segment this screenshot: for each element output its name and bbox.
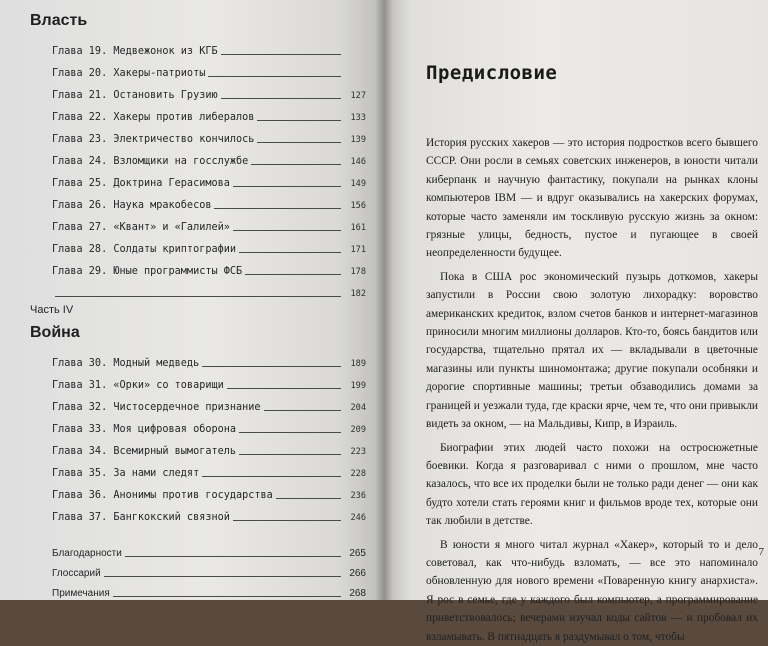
toc-leader-line bbox=[239, 432, 341, 433]
toc-row bbox=[52, 35, 366, 57]
toc-leader-line bbox=[264, 410, 341, 411]
toc-row bbox=[52, 369, 366, 391]
toc-leader-line bbox=[245, 274, 341, 275]
toc-row bbox=[52, 79, 366, 101]
toc-row bbox=[52, 57, 366, 79]
toc-row bbox=[52, 579, 366, 599]
toc-page-number: 156 bbox=[350, 201, 366, 211]
toc-leader-line bbox=[221, 98, 341, 99]
toc-page-number: 223 bbox=[350, 447, 366, 457]
toc-row bbox=[52, 145, 366, 167]
toc-chapter-label: Глава 26. Наука мракобесов bbox=[52, 200, 212, 211]
toc-leader-line bbox=[239, 252, 341, 253]
toc-leader-line bbox=[227, 388, 341, 389]
preface-title: Предисловие bbox=[426, 62, 558, 84]
toc-leader-line bbox=[202, 476, 341, 477]
toc-chapter-label: Глава 22. Хакеры против либералов bbox=[52, 112, 255, 123]
section-title-war: Война bbox=[30, 324, 80, 341]
section-title-power: Власть bbox=[30, 12, 88, 29]
toc-page-number: 127 bbox=[350, 91, 366, 101]
toc-page-number: 133 bbox=[350, 113, 366, 123]
preface-paragraph: Биографии этих людей часто похожи на остросюжетные боевики. Когда я разговаривал с ними о прошлом, мне часто казалось, что все их проделки были не только ради денег — они как будто хотели стать героями книг и фильмов вроде тех, которые они так любили в детстве. bbox=[426, 441, 758, 528]
toc-list-war bbox=[30, 347, 370, 523]
page-number: 7 bbox=[758, 546, 764, 558]
toc-row bbox=[52, 539, 366, 559]
toc-chapter-label: Глава 23. Электричество кончилось bbox=[52, 134, 255, 145]
toc-row bbox=[52, 413, 366, 435]
left-page-contents bbox=[0, 0, 384, 600]
toc-row bbox=[52, 391, 366, 413]
toc-chapter-label: Глава 25. Доктрина Герасимова bbox=[52, 178, 230, 189]
toc-leader-line bbox=[113, 596, 341, 597]
toc-chapter-label: Глава 35. За нами следят bbox=[52, 468, 200, 479]
toc-leader-line bbox=[251, 164, 341, 165]
toc-page-number: 161 bbox=[350, 223, 366, 233]
toc-chapter-label: Глава 28. Солдаты криптографии bbox=[52, 244, 237, 255]
toc-row bbox=[52, 233, 366, 255]
toc-page-number: 265 bbox=[349, 548, 366, 559]
toc-extra-label: Примечания bbox=[52, 588, 110, 599]
toc-row bbox=[52, 501, 366, 523]
toc-leader-line bbox=[233, 186, 341, 187]
toc-row bbox=[52, 435, 366, 457]
toc-chapter-label: Глава 31. «Орки» со товарищи bbox=[52, 380, 224, 391]
toc-row bbox=[52, 101, 366, 123]
toc-list-power bbox=[30, 35, 370, 299]
toc-chapter-label: Глава 33. Моя цифровая оборона bbox=[52, 424, 237, 435]
preface-paragraph: История русских хакеров — это история подростков всего бывшего СССР. Они росли в семьях советских инженеров, в юности читали киберпанк и научную фантастику, покупали на рынках клоны компьютеров IBM — и вдруг оказывались на хакерских форумах, которые часто заменяли им тоскливую русскую жизнь за окном: грязные улицы, бедность, пустое и пугающее в своей неопределенности будущее. bbox=[426, 137, 758, 260]
toc-page-number: 171 bbox=[350, 245, 366, 255]
toc-row bbox=[52, 123, 366, 145]
toc-page-number: 266 bbox=[349, 568, 366, 579]
toc-leader-line bbox=[104, 576, 341, 577]
toc-leader-line bbox=[257, 120, 341, 121]
toc-page-number: 149 bbox=[350, 179, 366, 189]
toc-page-number: 146 bbox=[350, 157, 366, 167]
toc-page-number: 139 bbox=[350, 135, 366, 145]
toc-leader-line bbox=[257, 142, 341, 143]
toc-row bbox=[52, 347, 366, 369]
toc-row bbox=[52, 167, 366, 189]
toc-leader-line bbox=[221, 54, 341, 55]
toc-leader-line bbox=[55, 296, 341, 297]
toc-chapter-label: Глава 34. Всемирный вымогатель bbox=[52, 446, 237, 457]
toc-leader-line bbox=[214, 208, 341, 209]
preface-paragraph: В юности я много читал журнал «Хакер», который то и дело советовал, как что-нибудь взломать, — все это напоминало обновленную для нового времени «Поваренную книгу анархиста». Я рос в семье, где у каждого был компьютер, а программирование приветствовалось; вечерами изучал коды сайтов — и пробовал их взламывать. В пятнадцать я раздумывал о том, чтобы bbox=[426, 538, 758, 643]
toc-row bbox=[52, 559, 366, 579]
toc-row bbox=[52, 457, 366, 479]
toc-row bbox=[52, 255, 366, 277]
toc-extra-label: Благодарности bbox=[52, 548, 122, 559]
toc-page-number: 189 bbox=[350, 359, 366, 369]
toc-chapter-label: Глава 36. Анонимы против государства bbox=[52, 490, 273, 501]
toc-row bbox=[52, 189, 366, 211]
toc-chapter-label: Глава 21. Остановить Грузию bbox=[52, 90, 218, 101]
toc-row-trailing bbox=[52, 277, 366, 299]
toc-leader-line bbox=[276, 498, 341, 499]
toc-page-number: 246 bbox=[350, 513, 366, 523]
preface-body bbox=[426, 134, 758, 646]
toc-page-number: 178 bbox=[350, 267, 366, 277]
toc-leader-line bbox=[239, 454, 341, 455]
toc-leader-line bbox=[125, 556, 341, 557]
toc-leader-line bbox=[233, 230, 341, 231]
right-page-preface bbox=[384, 0, 768, 643]
toc-back-matter bbox=[30, 539, 370, 599]
toc-page-number: 236 bbox=[350, 491, 366, 501]
toc-chapter-label: Глава 24. Взломщики на госслужбе bbox=[52, 156, 249, 167]
toc-row bbox=[52, 479, 366, 501]
toc-chapter-label: Глава 29. Юные программисты ФСБ bbox=[52, 266, 243, 277]
toc-chapter-label: Глава 30. Модный медведь bbox=[52, 358, 200, 369]
toc-chapter-label: Глава 37. Бангкокский связной bbox=[52, 512, 230, 523]
toc-page-number: 199 bbox=[350, 381, 366, 391]
toc-chapter-label: Глава 32. Чистосердечное признание bbox=[52, 402, 261, 413]
toc-chapter-label: Глава 27. «Квант» и «Галилей» bbox=[52, 222, 230, 233]
preface-paragraph: Пока в США рос экономический пузырь доткомов, хакеры запустили в России свою золотую лихорадку: воровство американских кредиток, взлом счетов банков и интернет-магазинов приносили многим миллионы долларов. Кто-то, боясь бандитов или государства, тщательно прятал их — вкладывали в цветочные магазины или пункты шиномонтажа; другие покупали особняки и дорогие спортивные машины; третьи обзаводились домами за границей и уезжали туда, где краски ярче, чем те, что они привыкли видеть за окном, — на Мальдивы, Кипр, в Израиль. bbox=[426, 270, 758, 431]
toc-extra-label: Глоссарий bbox=[52, 568, 101, 579]
toc-leader-line bbox=[202, 366, 341, 367]
toc-page-number: 209 bbox=[350, 425, 366, 435]
toc-row bbox=[52, 211, 366, 233]
toc-page-number: 268 bbox=[349, 588, 366, 599]
toc-page-number: 228 bbox=[350, 469, 366, 479]
toc-leader-line bbox=[233, 520, 341, 521]
toc-chapter-label: Глава 20. Хакеры-патриоты bbox=[52, 68, 206, 79]
toc-leader-line bbox=[208, 76, 341, 77]
toc-page-number: 204 bbox=[350, 403, 366, 413]
toc-chapter-label: Глава 19. Медвежонок из КГБ bbox=[52, 46, 218, 57]
part-label: Часть IV bbox=[30, 304, 74, 316]
toc-page-number: 182 bbox=[350, 289, 366, 299]
